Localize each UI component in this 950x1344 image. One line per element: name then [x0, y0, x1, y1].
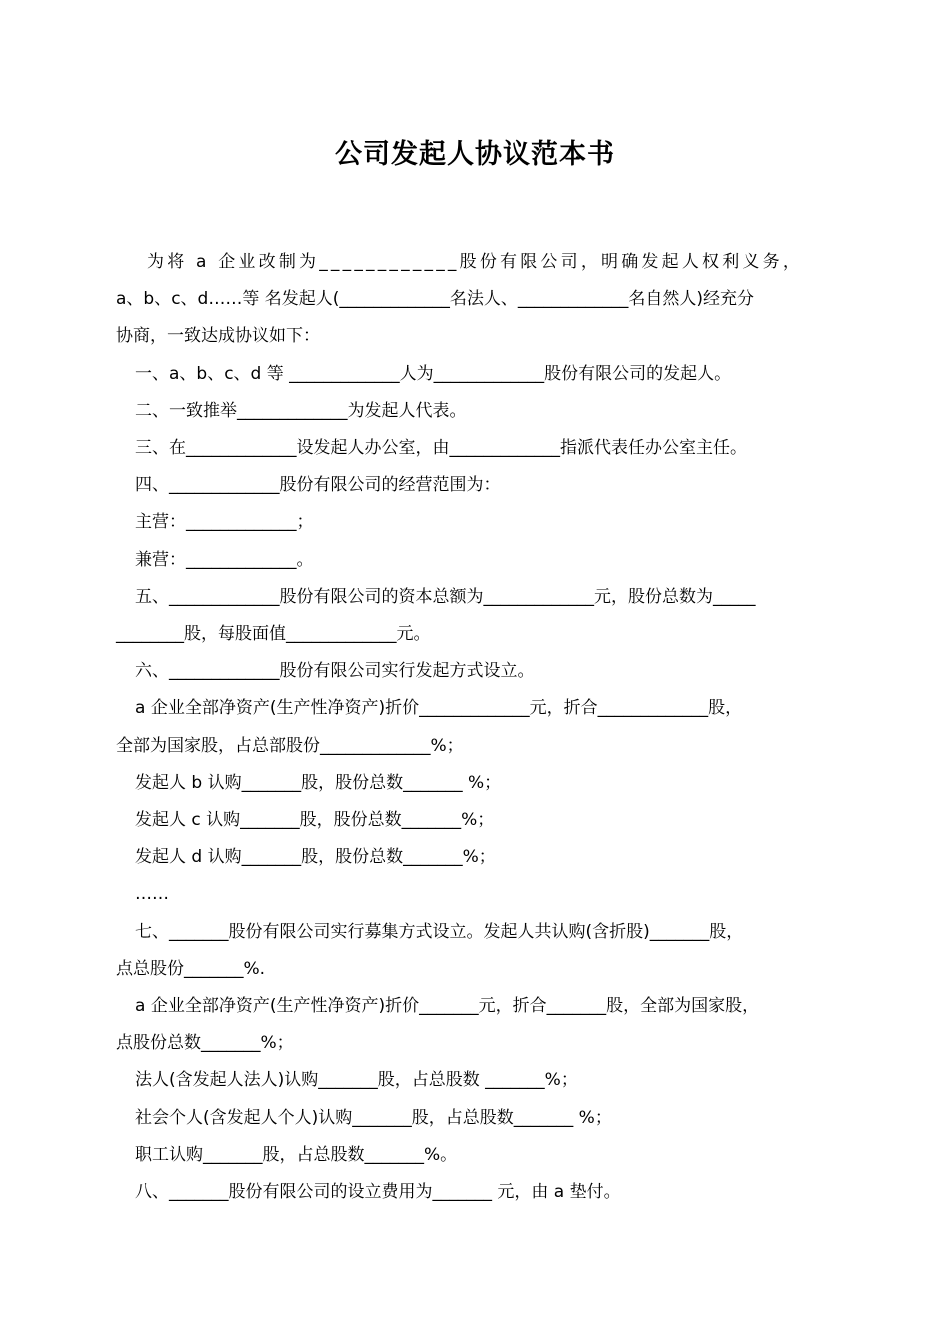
clause-line: 职工认购_______股，占总股数_______%。: [135, 1144, 458, 1165]
paragraph-line: 协商，一致达成协议如下：: [116, 326, 320, 347]
clause-line: 发起人 d 认购_______股，股份总数_______%；: [135, 847, 496, 868]
clause-line: 六、_____________股份有限公司实行发起方式设立。: [135, 661, 535, 682]
clause-line: ________股，每股面值_____________元。: [116, 624, 431, 645]
clause-line: 全部为国家股，占总部股份_____________%；: [116, 735, 464, 756]
clause-line: 兼营：_____________。: [135, 549, 314, 570]
clause-line: 发起人 c 认购_______股，股份总数_______%；: [135, 810, 495, 831]
clause-line: 四、_____________股份有限公司的经营范围为：: [135, 475, 501, 496]
clause-line: 五、_____________股份有限公司的资本总额为_____________元，股份总数为_____: [135, 586, 756, 607]
clause-line: 二、一致推举_____________为发起人代表。: [135, 400, 467, 421]
clause-line: ……: [135, 884, 169, 905]
clause-line: 三、在_____________设发起人办公室，由_____________指派代表任办公室主任。: [135, 438, 747, 459]
clause-line: 七、_______股份有限公司实行募集方式设立。发起人共认购(含折股)_______股，: [135, 921, 744, 942]
document-title: 公司发起人协议范本书: [335, 139, 615, 170]
clause-line: 点总股份_______%.: [116, 958, 266, 979]
clause-line: a 企业全部净资产(生产性净资产)折价_______元，折合_______股，全部为国家股，: [135, 996, 760, 1017]
clause-line: 发起人 b 认购_______股，股份总数_______ %；: [135, 772, 502, 793]
document-body: [116, 244, 840, 1211]
clause-line: 点股份总数_______%；: [116, 1033, 294, 1054]
clause-line: 社会个人(含发起人个人)认购_______股，占总股数_______ %；: [135, 1107, 612, 1128]
clause-line: 主营：_____________；: [135, 512, 314, 533]
paragraph-line: 为将 a 企业改制为____________股份有限公司，明确发起人权利义务，: [147, 252, 804, 272]
clause-line: a 企业全部净资产(生产性净资产)折价_____________元，折合_____________股，: [135, 698, 743, 719]
paragraph-line: a、b、c、d……等 名发起人(_____________名法人、_____________名自然人)经充分: [116, 289, 755, 310]
clause-line: 八、_______股份有限公司的设立费用为_______ 元，由 a 垫付。: [135, 1182, 621, 1203]
clause-line: 一、a、b、c、d 等 _____________人为_____________股份有限公司的发起人。: [135, 363, 732, 384]
clause-line: 法人(含发起人法人)认购_______股，占总股数 _______%；: [135, 1070, 578, 1091]
